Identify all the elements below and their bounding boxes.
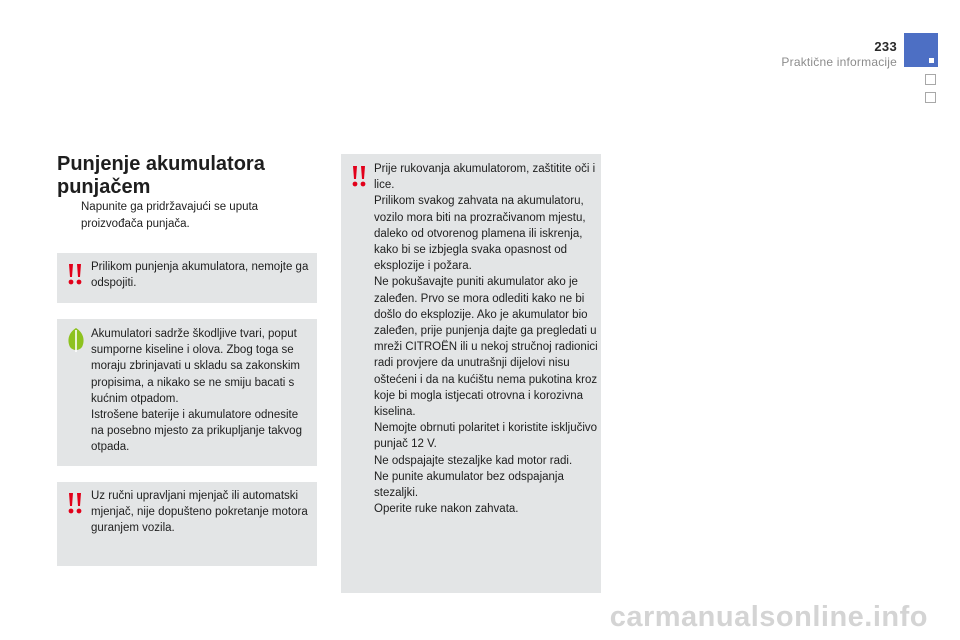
warning-icon: [65, 491, 85, 522]
tab-indicator-dot: [929, 58, 934, 63]
warning-note-text: Prije rukovanja akumulatorom, zaštitite oči i lice. Prilikom svakog zahvata na akumulatoru, vozilo mora biti na prozračivanom mjestu, daleko od otvorenog plamena ili iskrenja, kako bi se izbjegla svaka opasnost od eksplozije i požara. Ne pokušavajte puniti akumulator ako je zaleđen. Prvo se mora odlediti kako ne bi došlo do eksplozije. Ako je akumulator bio zaleđen, prije punjenja dajte ga pregledati u mreži CITROËN ili u nekoj stručnoj radionici radi provjere da unutrašnji dijelovi nisu oštećeni i da na kućištu nema pukotina kroz koje bi mogla istjecati otrovna i korozivna kiselina. Nemojte obrnuti polaritet i koristite isključivo punjač 12 V. Ne odspajajte stezaljke kad motor radi. Ne punite akumulator bez odspajanja stezaljki. Operite ruke nakon zahvata.: [374, 163, 598, 516]
environment-note-text: Akumulatori sadrže škodljive tvari, poput sumporne kiseline i olova. Zbog toga se moraju zbrinjavati u skladu sa zakonskim propisima, a nikako se ne smiju bacati s kućnim otpadom. Istrošene baterije i akumulatore odnesite na posebno mjesto za prikupljanje takvog otpada.: [91, 328, 302, 454]
warning-note: [57, 482, 317, 566]
instruction-item: [57, 199, 307, 233]
chapter-tab[interactable]: [925, 74, 936, 85]
warning-note: [57, 253, 317, 303]
section-title: Praktične informacije: [781, 55, 897, 69]
chapter-tab[interactable]: [925, 92, 936, 103]
warning-icon: [65, 262, 85, 293]
instruction-text: Napunite ga pridržavajući se uputa proizvođača punjača.: [81, 201, 259, 230]
watermark: carmanualsonline.info: [609, 601, 928, 633]
environment-note: [57, 319, 317, 466]
warning-icon: [349, 164, 369, 195]
chapter-tab-active[interactable]: [904, 33, 938, 67]
warning-note-text: Prilikom punjenja akumulatora, nemojte ga odspojiti.: [91, 261, 309, 290]
page-heading: Punjenje akumulatora punjačem: [57, 153, 265, 198]
warning-note-text: Uz ručni upravljani mjenjač ili automatski mjenjač, nije dopušteno pokretanje motora guranjem vozila.: [91, 490, 308, 535]
warning-note: [341, 154, 601, 593]
environment-leaf-icon: [65, 327, 87, 358]
page-number: 233: [874, 39, 897, 54]
